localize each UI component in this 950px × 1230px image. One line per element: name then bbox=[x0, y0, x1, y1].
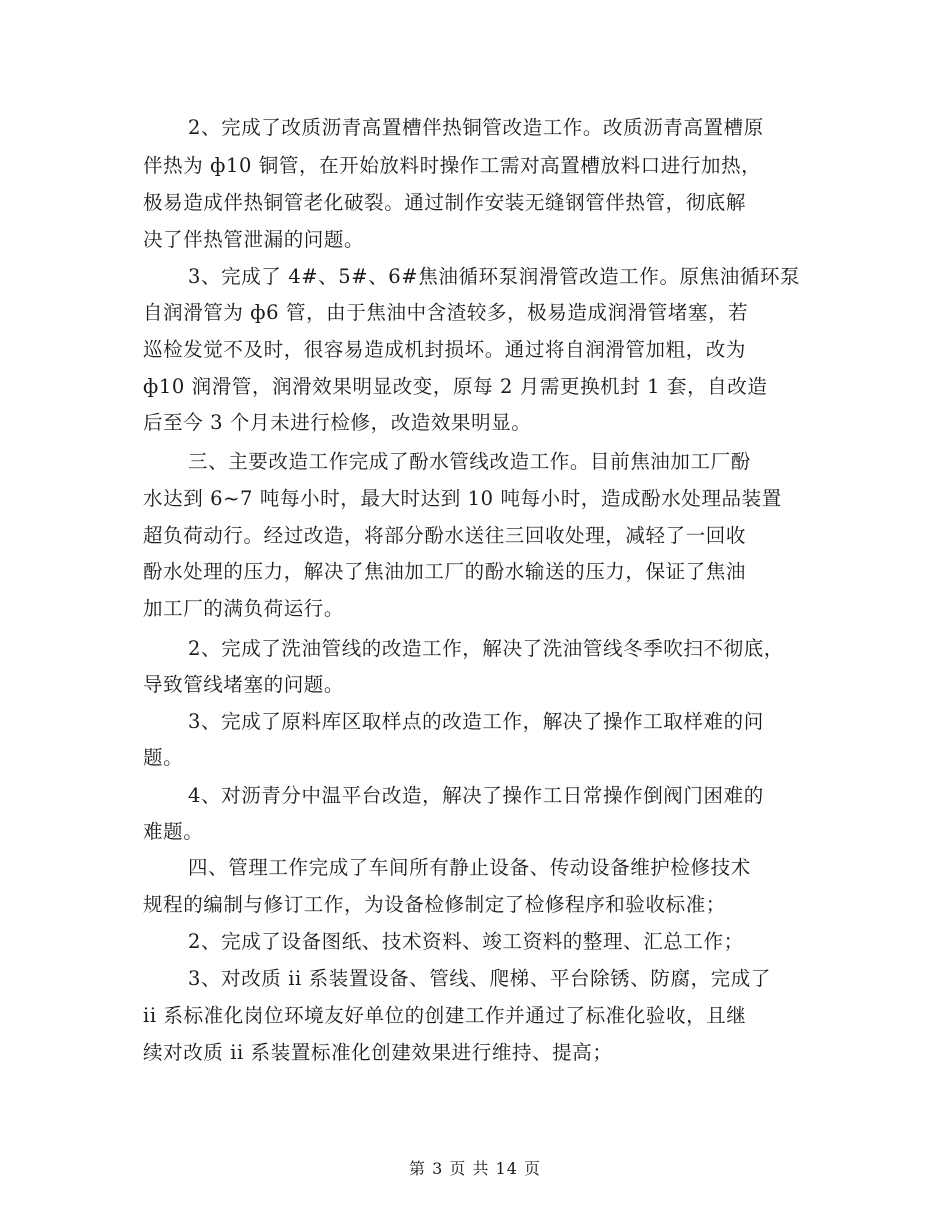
text-line: ф10 润滑管，润滑效果明显改变，原每 2 月需更换机封 1 套，自改造 bbox=[143, 375, 768, 398]
text-line: 2、完成了洗油管线的改造工作，解决了洗油管线冬季吹扫不彻底， bbox=[188, 637, 784, 660]
text-line: 3、完成了原料库区取样点的改造工作，解决了操作工取样难的问 bbox=[188, 710, 764, 733]
text-line: 3、对改质 ii 系装置设备、管线、爬梯、平台除锈、防腐，完成了 bbox=[188, 967, 771, 990]
text-line: 加工厂的满负荷运行。 bbox=[143, 597, 345, 620]
text-line: 后至今 3 个月未进行检修，改造效果明显。 bbox=[143, 411, 532, 434]
text-line: 导致管线堵塞的问题。 bbox=[143, 673, 345, 696]
text-line: 伴热为 ф10 铜管，在开始放料时操作工需对高置槽放料口进行加热， bbox=[143, 154, 762, 177]
text-line: 续对改质 ii 系装置标准化创建效果进行维持、提高； bbox=[143, 1041, 613, 1064]
text-line: 规程的编制与修订工作，为设备检修制定了检修程序和验收标准； bbox=[143, 893, 726, 916]
text-line: 题。 bbox=[143, 746, 184, 769]
text-line: 四、管理工作完成了车间所有静止设备、传动设备维护检修技术 bbox=[188, 856, 751, 879]
text-line: 巡检发觉不及时，很容易造成机封损坏。通过将自润滑管加粗，改为 bbox=[143, 338, 747, 361]
text-line: 三、主要改造工作完成了酚水管线改造工作。目前焦油加工厂酚 bbox=[188, 450, 751, 473]
text-line: 4、对沥青分中温平台改造，解决了操作工日常操作倒阀门困难的 bbox=[188, 784, 764, 807]
text-line: 2、完成了改质沥青高置槽伴热铜管改造工作。改质沥青高置槽原 bbox=[188, 116, 764, 139]
text-line: 酚水处理的压力，解决了焦油加工厂的酚水输送的压力，保证了焦油 bbox=[143, 560, 747, 583]
text-line: 决了伴热管泄漏的问题。 bbox=[143, 228, 365, 251]
text-line: 2、完成了设备图纸、技术资料、竣工资料的整理、汇总工作； bbox=[188, 930, 744, 953]
text-line: 水达到 6~7 吨每小时，最大时达到 10 吨每小时，造成酚水处理品装置 bbox=[143, 487, 782, 510]
text-line: 极易造成伴热铜管老化破裂。通过制作安装无缝钢管伴热管，彻底解 bbox=[143, 191, 747, 214]
page-number: 第 3 页 共 14 页 bbox=[409, 1159, 541, 1178]
text-line: 超负荷动行。经过改造，将部分酚水送往三回收处理，减轻了一回收 bbox=[143, 524, 747, 547]
text-line: ii 系标准化岗位环境友好单位的创建工作并通过了标准化验收，且继 bbox=[143, 1004, 747, 1027]
text-line: 3、完成了 4#、5#、6#焦油循环泵润滑管改造工作。原焦油循环泵 bbox=[188, 265, 801, 288]
text-line: 难题。 bbox=[143, 820, 204, 843]
text-line: 自润滑管为 ф6 管，由于焦油中含渣较多，极易造成润滑管堵塞，若 bbox=[143, 301, 749, 324]
